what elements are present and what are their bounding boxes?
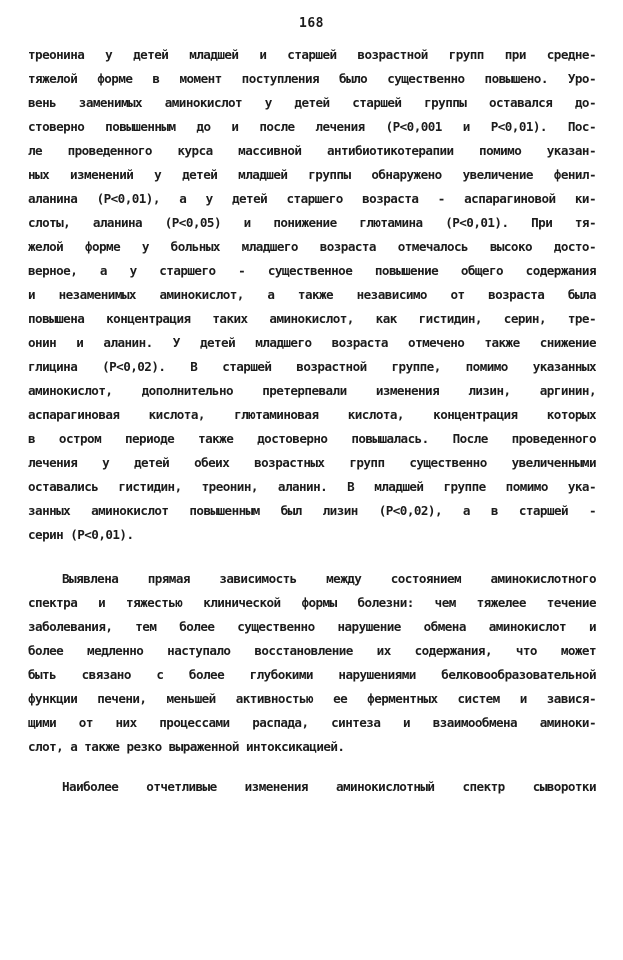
text-line: желой форме у больных младшего возраста отмечалось высоко досто-: [28, 239, 596, 254]
text-line: оставались гистидин, треонин, аланин. В младшей группе помимо ука-: [28, 479, 596, 494]
text-line: аланина (P<0,01), а у детей старшего возраста - аспарагиновой ки-: [28, 191, 596, 206]
text-line: стоверно повышенным до и после лечения (P<0,001 и P<0,01). Пос-: [28, 119, 596, 134]
text-line: функции печени, меньшей активностью ее ферментных систем и завися-: [28, 691, 596, 706]
paragraph-first-line: Наиболее отчетливые изменения аминокислотный спектр сыворотки: [62, 779, 596, 794]
page-number: 168: [299, 16, 324, 31]
text-line: глицина (P<0,02). В старшей возрастной группе, помимо указанных: [28, 359, 596, 374]
text-line: быть связано с более глубокими нарушениями белковообразовательной: [28, 667, 596, 682]
text-line: онин и аланин. У детей младшего возраста отмечено также снижение: [28, 335, 596, 350]
text-line: слот, а также резко выраженной интоксикацией.: [28, 739, 345, 754]
text-line: вень заменимых аминокислот у детей старшей группы оставался до-: [28, 95, 596, 110]
text-line: треонина у детей младшей и старшей возрастной групп при средне-: [28, 47, 596, 62]
paragraph-first-line: Выявлена прямая зависимость между состоянием аминокислотного: [62, 571, 596, 586]
text-line: серин (P<0,01).: [28, 527, 134, 542]
text-line: занных аминокислот повышенным был лизин (P<0,02), а в старшей -: [28, 503, 596, 518]
text-line: спектра и тяжестью клинической формы болезни: чем тяжелее течение: [28, 595, 596, 610]
text-line: в остром периоде также достоверно повышалась. После проведенного: [28, 431, 596, 446]
text-line: аминокислот, дополнительно претерпевали изменения лизин, аргинин,: [28, 383, 596, 398]
text-line: заболевания, тем более существенно нарушение обмена аминокислот и: [28, 619, 596, 634]
text-line: повышена концентрация таких аминокислот, как гистидин, серин, тре-: [28, 311, 596, 326]
text-line: тяжелой форме в момент поступления было существенно повышено. Уро-: [28, 71, 596, 86]
text-line: ных изменений у детей младшей группы обнаружено увеличение фенил-: [28, 167, 596, 182]
text-line: и незаменимых аминокислот, а также независимо от возраста была: [28, 287, 596, 302]
text-line: лечения у детей обеих возрастных групп существенно увеличенными: [28, 455, 596, 470]
text-line: более медленно наступало восстановление их содержания, что может: [28, 643, 596, 658]
text-line: слоты, аланина (P<0,05) и понижение глютамина (P<0,01). При тя-: [28, 215, 596, 230]
text-line: щими от них процессами распада, синтеза и взаимообмена аминоки-: [28, 715, 596, 730]
text-line: верное, а у старшего - существенное повышение общего содержания: [28, 263, 596, 278]
text-line: ле проведенного курса массивной антибиотикотерапии помимо указан-: [28, 143, 596, 158]
text-line: аспарагиновая кислота, глютаминовая кислота, концентрация которых: [28, 407, 596, 422]
